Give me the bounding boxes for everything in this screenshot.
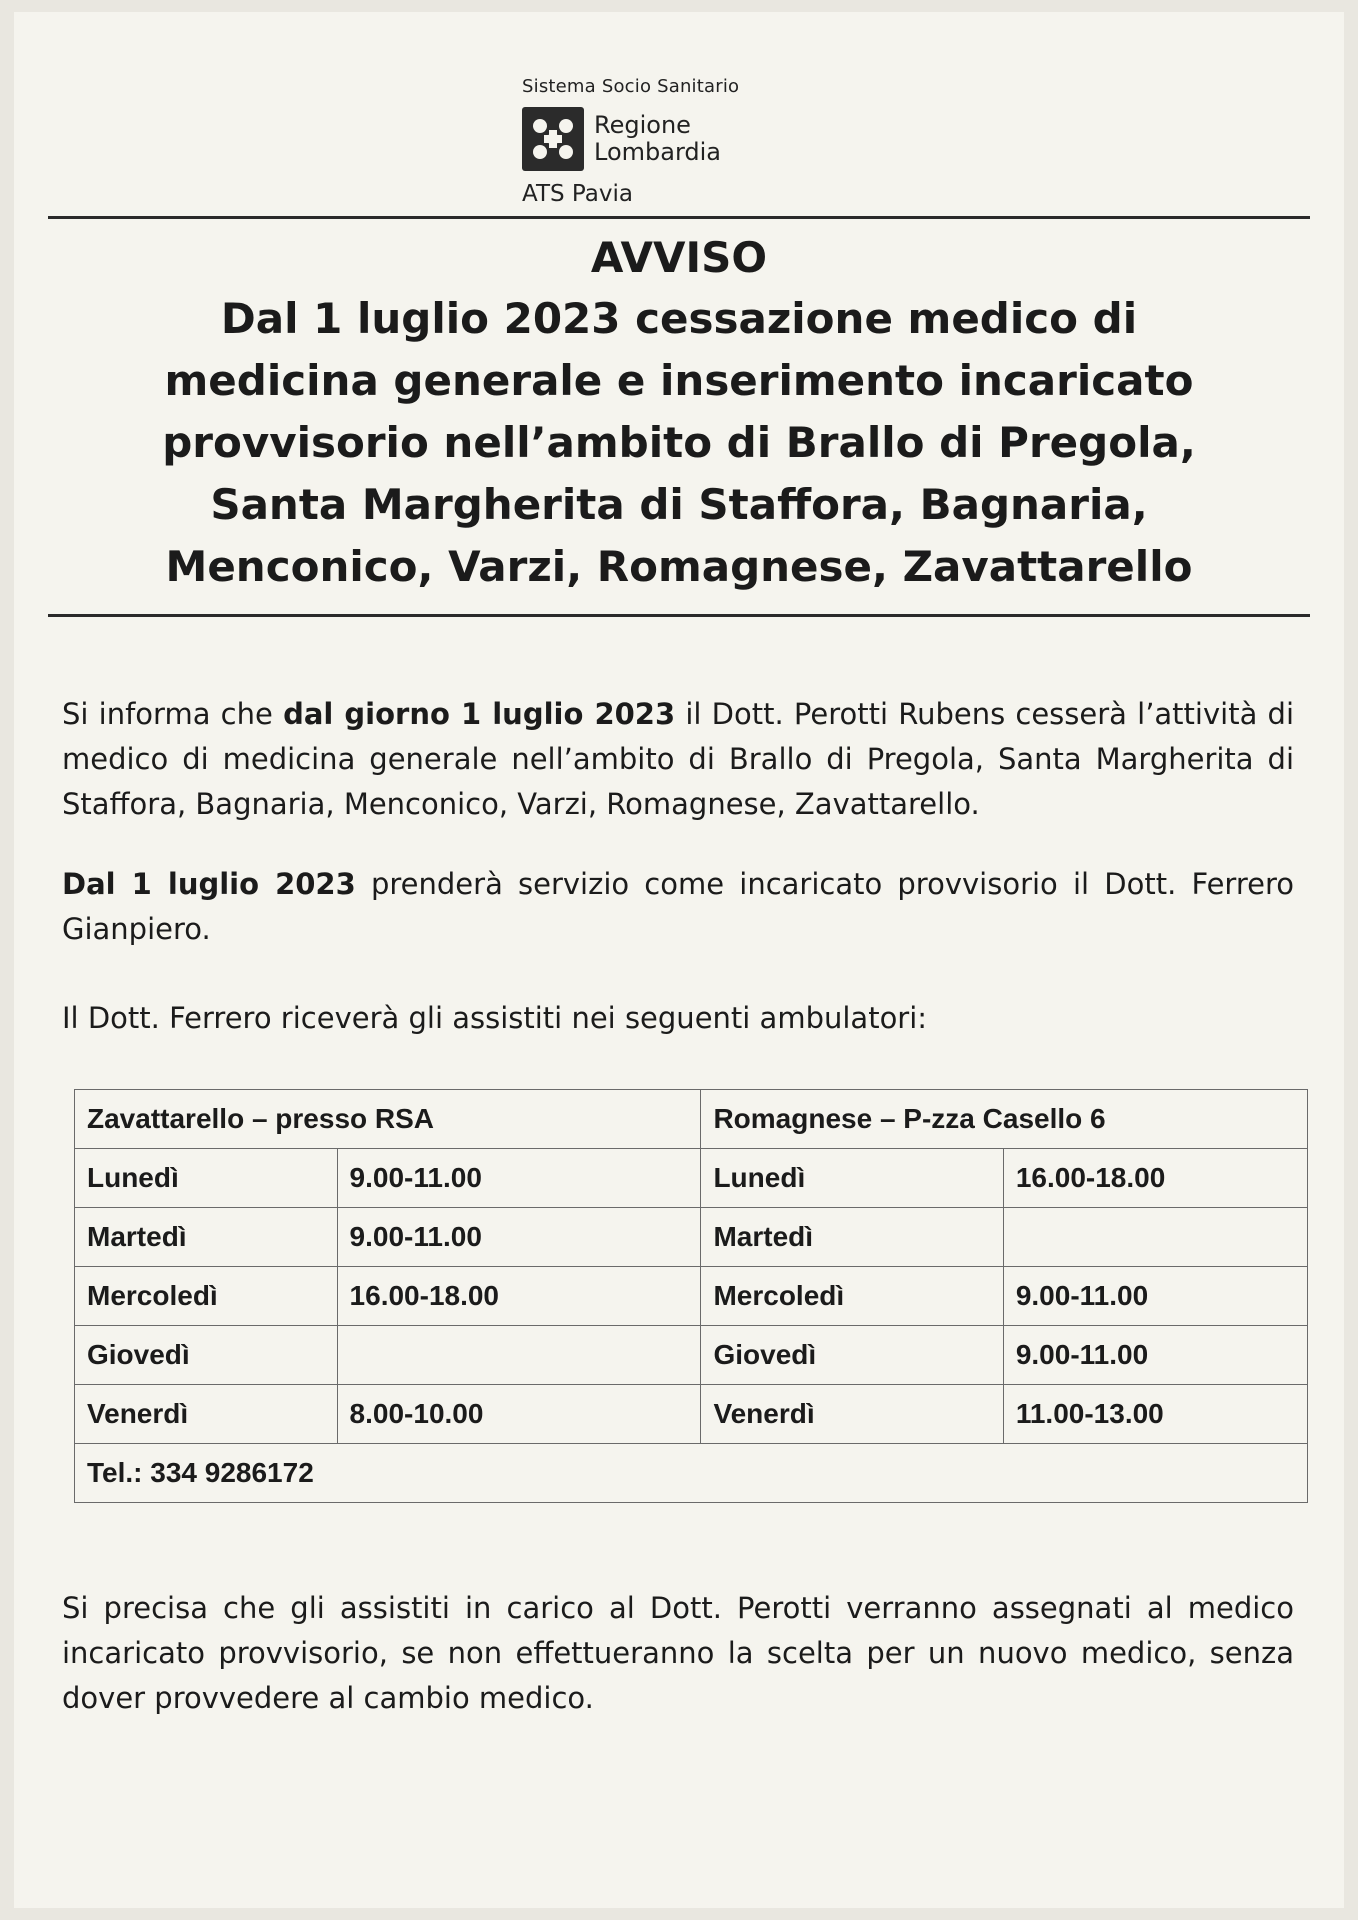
subtitle-line: Menconico, Varzi, Romagnese, Zavattarello: [165, 542, 1193, 591]
day-right: Lunedì: [701, 1149, 1003, 1208]
subtitle-line: Santa Margherita di Staffora, Bagnaria,: [210, 480, 1148, 529]
day-right: Giovedì: [701, 1326, 1003, 1385]
time-right: 16.00-18.00: [1003, 1149, 1307, 1208]
clinics-intro: Il Dott. Ferrero riceverà gli assistiti nei seguenti ambulatori:: [62, 1001, 928, 1035]
region-line1: Regione: [594, 111, 691, 139]
p2-date: Dal 1 luglio 2023: [62, 867, 356, 901]
p2-rest: prenderà servizio come incaricato provvisorio il Dott. Ferrero Gianpiero.: [62, 867, 1294, 946]
day-right: Mercoledì: [701, 1267, 1003, 1326]
notice-heading: [48, 234, 1310, 598]
regione-lombardia-logo-icon: [522, 107, 584, 171]
time-right: [1003, 1208, 1307, 1267]
region-line2: Lombardia: [594, 138, 722, 166]
subtitle-line: medicina generale e inserimento incaricato: [164, 356, 1194, 405]
time-left: 16.00-18.00: [337, 1267, 701, 1326]
top-divider: [48, 216, 1310, 219]
subtitle-line: Dal 1 luglio 2023 cessazione medico di: [220, 294, 1138, 343]
agency-logo: [522, 76, 822, 207]
region-logo-row: [522, 107, 822, 171]
notice-title: AVVISO: [590, 233, 768, 282]
replacement-paragraph: [62, 862, 1294, 952]
right-clinic-title: Romagnese – P-zza Casello 6: [701, 1090, 1308, 1149]
table-row: [75, 1149, 1308, 1208]
p1-rest: il Dott. Perotti Rubens cesserà l’attività di medico di medicina generale nell’ambito di Brallo di Pregola, Santa Margherita di Staffora, Bagnaria, Menconico, Varzi, Romagnese, Zavattarello.: [62, 697, 1295, 821]
bottom-divider: [48, 614, 1310, 617]
subtitle-line: provvisorio nell’ambito di Brallo di Pregola,: [162, 418, 1196, 467]
time-left: 8.00-10.00: [337, 1385, 701, 1444]
table-row: [75, 1385, 1308, 1444]
time-right: 9.00-11.00: [1003, 1267, 1307, 1326]
phone-row: [75, 1444, 1308, 1503]
closing-paragraph: Si precisa che gli assistiti in carico al Dott. Perotti verranno assegnati al medico incaricato provvisorio, se non effettueranno la scelta per un nuovo medico, senza dover provvedere al cambio medico.: [62, 1591, 1294, 1715]
day-left: Martedì: [75, 1208, 338, 1267]
left-clinic-title: Zavattarello – presso RSA: [75, 1090, 701, 1149]
time-left: 9.00-11.00: [337, 1149, 701, 1208]
day-left: Venerdì: [75, 1385, 338, 1444]
phone-number: Tel.: 334 9286172: [75, 1444, 701, 1503]
p1-intro: Si informa che: [62, 697, 284, 731]
day-left: Mercoledì: [75, 1267, 338, 1326]
document-page: [14, 12, 1344, 1908]
region-name: [594, 112, 721, 166]
time-right: 11.00-13.00: [1003, 1385, 1307, 1444]
time-right: 9.00-11.00: [1003, 1326, 1307, 1385]
notice-subtitle: [48, 288, 1310, 598]
phone-row-empty: [701, 1444, 1308, 1503]
system-label: Sistema Socio Sanitario: [522, 76, 740, 97]
table-row: [75, 1326, 1308, 1385]
day-left: Giovedì: [75, 1326, 338, 1385]
day-right: Martedì: [701, 1208, 1003, 1267]
cessation-paragraph: [62, 692, 1294, 827]
day-right: Venerdì: [701, 1385, 1003, 1444]
time-left: [337, 1326, 701, 1385]
time-left: 9.00-11.00: [337, 1208, 701, 1267]
table-row: [75, 1208, 1308, 1267]
table-header-row: [75, 1090, 1308, 1149]
table-row: [75, 1267, 1308, 1326]
agency-name: ATS Pavia: [522, 181, 633, 207]
day-left: Lunedì: [75, 1149, 338, 1208]
p1-date: dal giorno 1 luglio 2023: [283, 697, 676, 731]
schedule-table: [74, 1089, 1308, 1503]
